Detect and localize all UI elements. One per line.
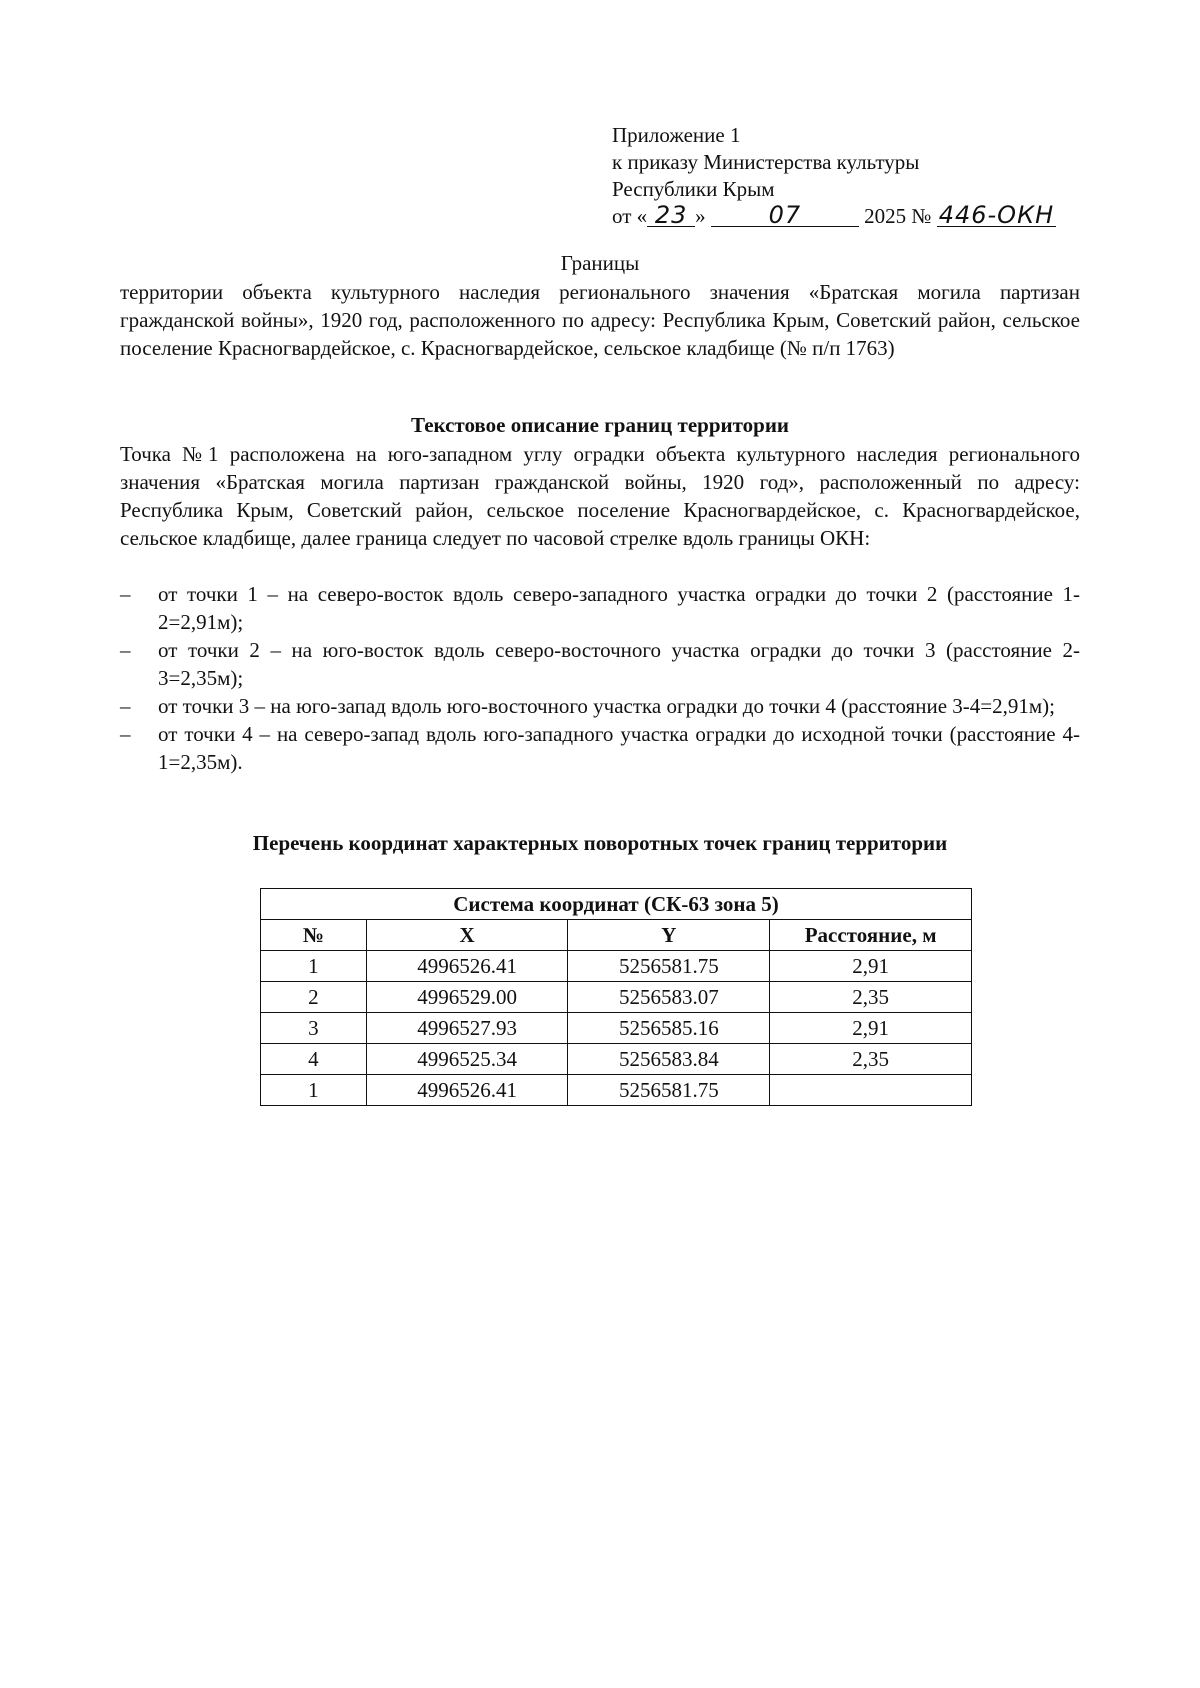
- list-dash: –: [120, 694, 131, 718]
- distance-cell: 2,91: [770, 951, 972, 982]
- coordinates-table: [260, 888, 972, 1106]
- boundary-description: Точка №1 расположена на юго-западном углу оградки объекта культурного наследия регионального значения «Братская могила партизан гражданской войны, 1920 год», расположенный по адресу: Республика Крым, Советский район, сельское поселение Красногвардейское, с. Красногвардейское, сельское кладбище, далее граница следует по часовой стрелке вдоль границы ОКН:: [120, 442, 1080, 550]
- list-item: [120, 580, 1080, 636]
- document-subtitle: территории объекта культурного наследия регионального значения «Братская могила партизан гражданской войны», 1920 год, расположенного по адресу: Республика Крым, Советский район, сельское поселение Красногвардейское, с. Красногвардейское, сельское кладбище (№ п/п 1763): [120, 280, 1080, 360]
- table-row: [261, 1013, 972, 1044]
- year-number-label: 2025 №: [864, 204, 932, 228]
- list-item-text: от точки 3 – на юго-запад вдоль юго-восточного участка оградки до точки 4 (расстояние 3-4=2,91м);: [158, 694, 1055, 718]
- ministry-region: Республики Крым: [612, 177, 775, 201]
- coordinate-system-label: Система координат (СК-63 зона 5): [261, 889, 972, 920]
- table-header-row: [261, 920, 972, 951]
- y-cell: 5256581.75: [568, 951, 770, 982]
- list-item-text: от точки 1 – на северо-восток вдоль северо-западного участка оградки до точки 2 (расстояние 1-2=2,91м);: [158, 582, 1080, 634]
- y-cell: 5256583.07: [568, 982, 770, 1013]
- x-cell: 4996526.41: [366, 1075, 568, 1106]
- list-item: [120, 636, 1080, 692]
- list-dash: –: [120, 638, 131, 662]
- point-number-cell: 1: [261, 951, 367, 982]
- table-row: [261, 982, 972, 1013]
- list-item-text: от точки 2 – на юго-восток вдоль северо-восточного участка оградки до точки 3 (расстояние 2-3=2,35м);: [158, 638, 1080, 690]
- column-header-number: №: [261, 920, 367, 951]
- handwritten-month: 07: [711, 204, 859, 227]
- date-prefix: от «: [612, 204, 648, 228]
- order-date-line: [612, 203, 1082, 230]
- list-dash: –: [120, 722, 131, 746]
- x-cell: 4996527.93: [366, 1013, 568, 1044]
- point-number-cell: 2: [261, 982, 367, 1013]
- appendix-label: Приложение 1: [612, 123, 741, 147]
- column-header-x: X: [366, 920, 568, 951]
- date-mid: »: [695, 204, 706, 228]
- document-title: Границы: [560, 251, 640, 275]
- list-item: [120, 720, 1080, 776]
- distance-cell: 2,35: [770, 1044, 972, 1075]
- y-cell: 5256585.16: [568, 1013, 770, 1044]
- list-dash: –: [120, 582, 131, 606]
- boundary-segment-list: [120, 580, 1080, 776]
- distance-cell: [770, 1075, 972, 1106]
- x-cell: 4996525.34: [366, 1044, 568, 1075]
- coordinates-heading: Перечень координат характерных поворотных точек границ территории: [252, 831, 948, 855]
- text-description-heading: Текстовое описание границ территории: [410, 413, 790, 437]
- distance-cell: 2,91: [770, 1013, 972, 1044]
- appendix-header: [612, 122, 1082, 230]
- handwritten-day: 23: [647, 204, 695, 227]
- point-number-cell: 3: [261, 1013, 367, 1044]
- table-system-row: [261, 889, 972, 920]
- list-item-text: от точки 4 – на северо-запад вдоль юго-западного участка оградки до исходной точки (расстояние 4-1=2,35м).: [158, 722, 1080, 774]
- y-cell: 5256583.84: [568, 1044, 770, 1075]
- column-header-distance: Расстояние, м: [770, 920, 972, 951]
- distance-cell: 2,35: [770, 982, 972, 1013]
- list-item: [120, 692, 1080, 720]
- x-cell: 4996529.00: [366, 982, 568, 1013]
- y-cell: 5256581.75: [568, 1075, 770, 1106]
- x-cell: 4996526.41: [366, 951, 568, 982]
- table-row: [261, 951, 972, 982]
- column-header-y: Y: [568, 920, 770, 951]
- point-number-cell: 4: [261, 1044, 367, 1075]
- handwritten-order-number: 446-ОКН: [938, 201, 1055, 229]
- table-row: [261, 1044, 972, 1075]
- table-row: [261, 1075, 972, 1106]
- point-number-cell: 1: [261, 1075, 367, 1106]
- order-reference: к приказу Министерства культуры: [612, 150, 920, 174]
